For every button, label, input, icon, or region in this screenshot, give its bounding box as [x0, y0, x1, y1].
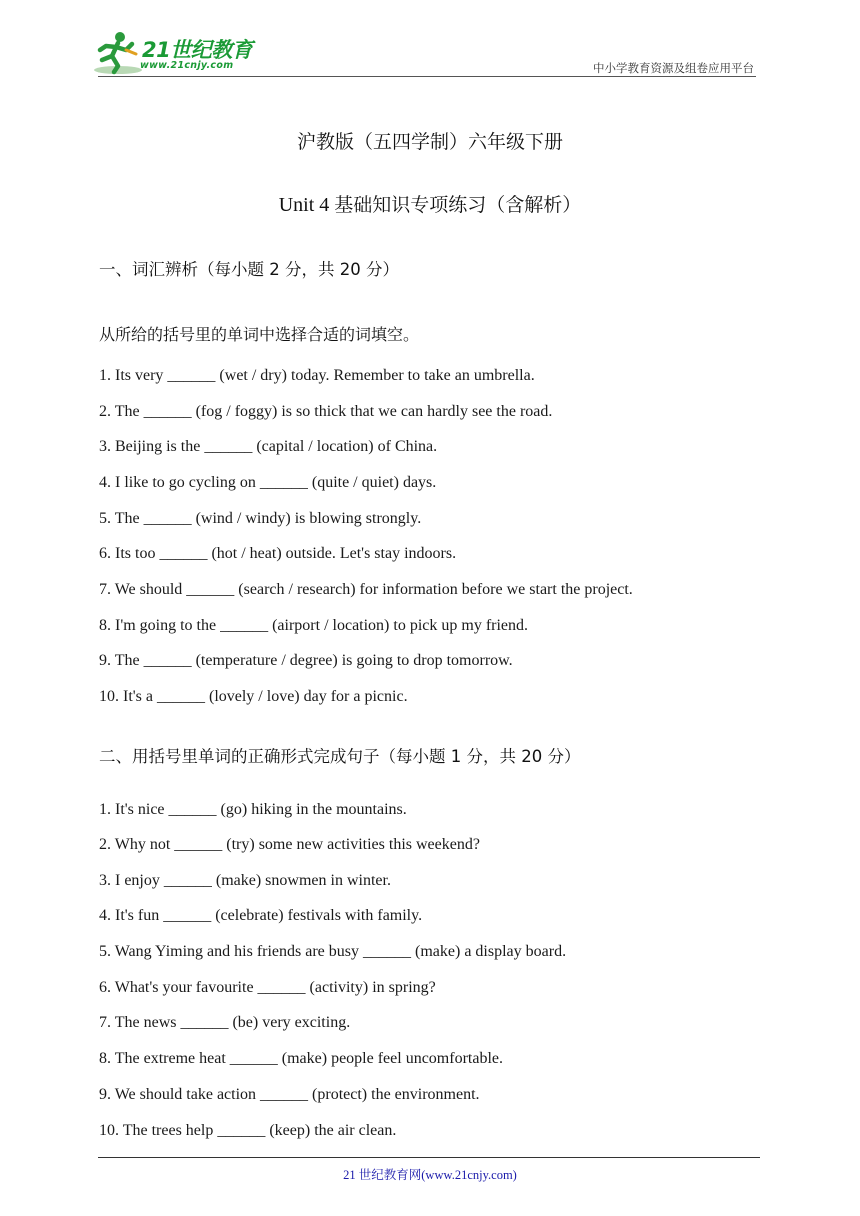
platform-tagline: 中小学教育资源及组卷应用平台	[593, 61, 754, 75]
question-item: 10. It's a ______ (lovely / love) day for a picnic.	[99, 688, 408, 705]
site-logo[interactable]	[92, 30, 262, 78]
question-item: 6. Its too ______ (hot / heat) outside. Let's stay indoors.	[99, 545, 457, 562]
question-item: 6. What's your favourite ______ (activity) in spring?	[99, 979, 436, 996]
question-item: 9. The ______ (temperature / degree) is going to drop tomorrow.	[99, 652, 513, 669]
question-item: 3. Beijing is the ______ (capital / location) of China.	[99, 438, 438, 455]
question-item: 1. It's nice ______ (go) hiking in the mountains.	[99, 801, 407, 818]
question-item: 10. The trees help ______ (keep) the air clean.	[99, 1122, 397, 1139]
subtitle-description: 基础知识专项练习（含解析）	[334, 194, 582, 216]
question-item: 2. Why not ______ (try) some new activities this weekend?	[99, 836, 480, 853]
page-header	[0, 0, 860, 80]
question-item: 8. I'm going to the ______ (airport / location) to pick up my friend.	[99, 617, 529, 634]
logo-url: www.21cnjy.com	[140, 60, 234, 71]
header-divider	[98, 76, 756, 77]
runner-logo-icon	[92, 30, 144, 76]
question-item: 5. The ______ (wind / windy) is blowing strongly.	[99, 510, 422, 527]
question-item: 3. I enjoy ______ (make) snowmen in winter.	[99, 872, 391, 889]
section-1-heading: 一、词汇辨析（每小题 2 分，共 20 分）	[99, 260, 399, 279]
section-1-instruction: 从所给的括号里的单词中选择合适的词填空。	[99, 325, 420, 344]
question-item: 5. Wang Yiming and his friends are busy ______ (make) a display board.	[99, 943, 567, 960]
document-subtitle	[0, 190, 860, 217]
footer-link[interactable]: 21 世纪教育网(www.21cnjy.com)	[343, 1168, 517, 1182]
question-item: 7. We should ______ (search / research) for information before we start the project.	[99, 581, 633, 598]
question-item: 8. The extreme heat ______ (make) people feel uncomfortable.	[99, 1050, 503, 1067]
footer-divider	[98, 1157, 760, 1158]
logo-text: 21世纪教育	[142, 38, 253, 62]
subtitle-unit: Unit 4	[278, 194, 335, 216]
question-item: 2. The ______ (fog / foggy) is so thick that we can hardly see the road.	[99, 403, 553, 420]
question-item: 4. I like to go cycling on ______ (quite / quiet) days.	[99, 474, 437, 491]
section-2-heading: 二、用括号里单词的正确形式完成句子（每小题 1 分，共 20 分）	[99, 747, 581, 766]
document-title: 沪教版（五四学制）六年级下册	[296, 131, 563, 153]
question-item: 9. We should take action ______ (protect) the environment.	[99, 1086, 480, 1103]
question-item: 1. Its very ______ (wet / dry) today. Remember to take an umbrella.	[99, 367, 535, 384]
question-item: 7. The news ______ (be) very exciting.	[99, 1014, 351, 1031]
question-item: 4. It's fun ______ (celebrate) festivals with family.	[99, 907, 423, 924]
